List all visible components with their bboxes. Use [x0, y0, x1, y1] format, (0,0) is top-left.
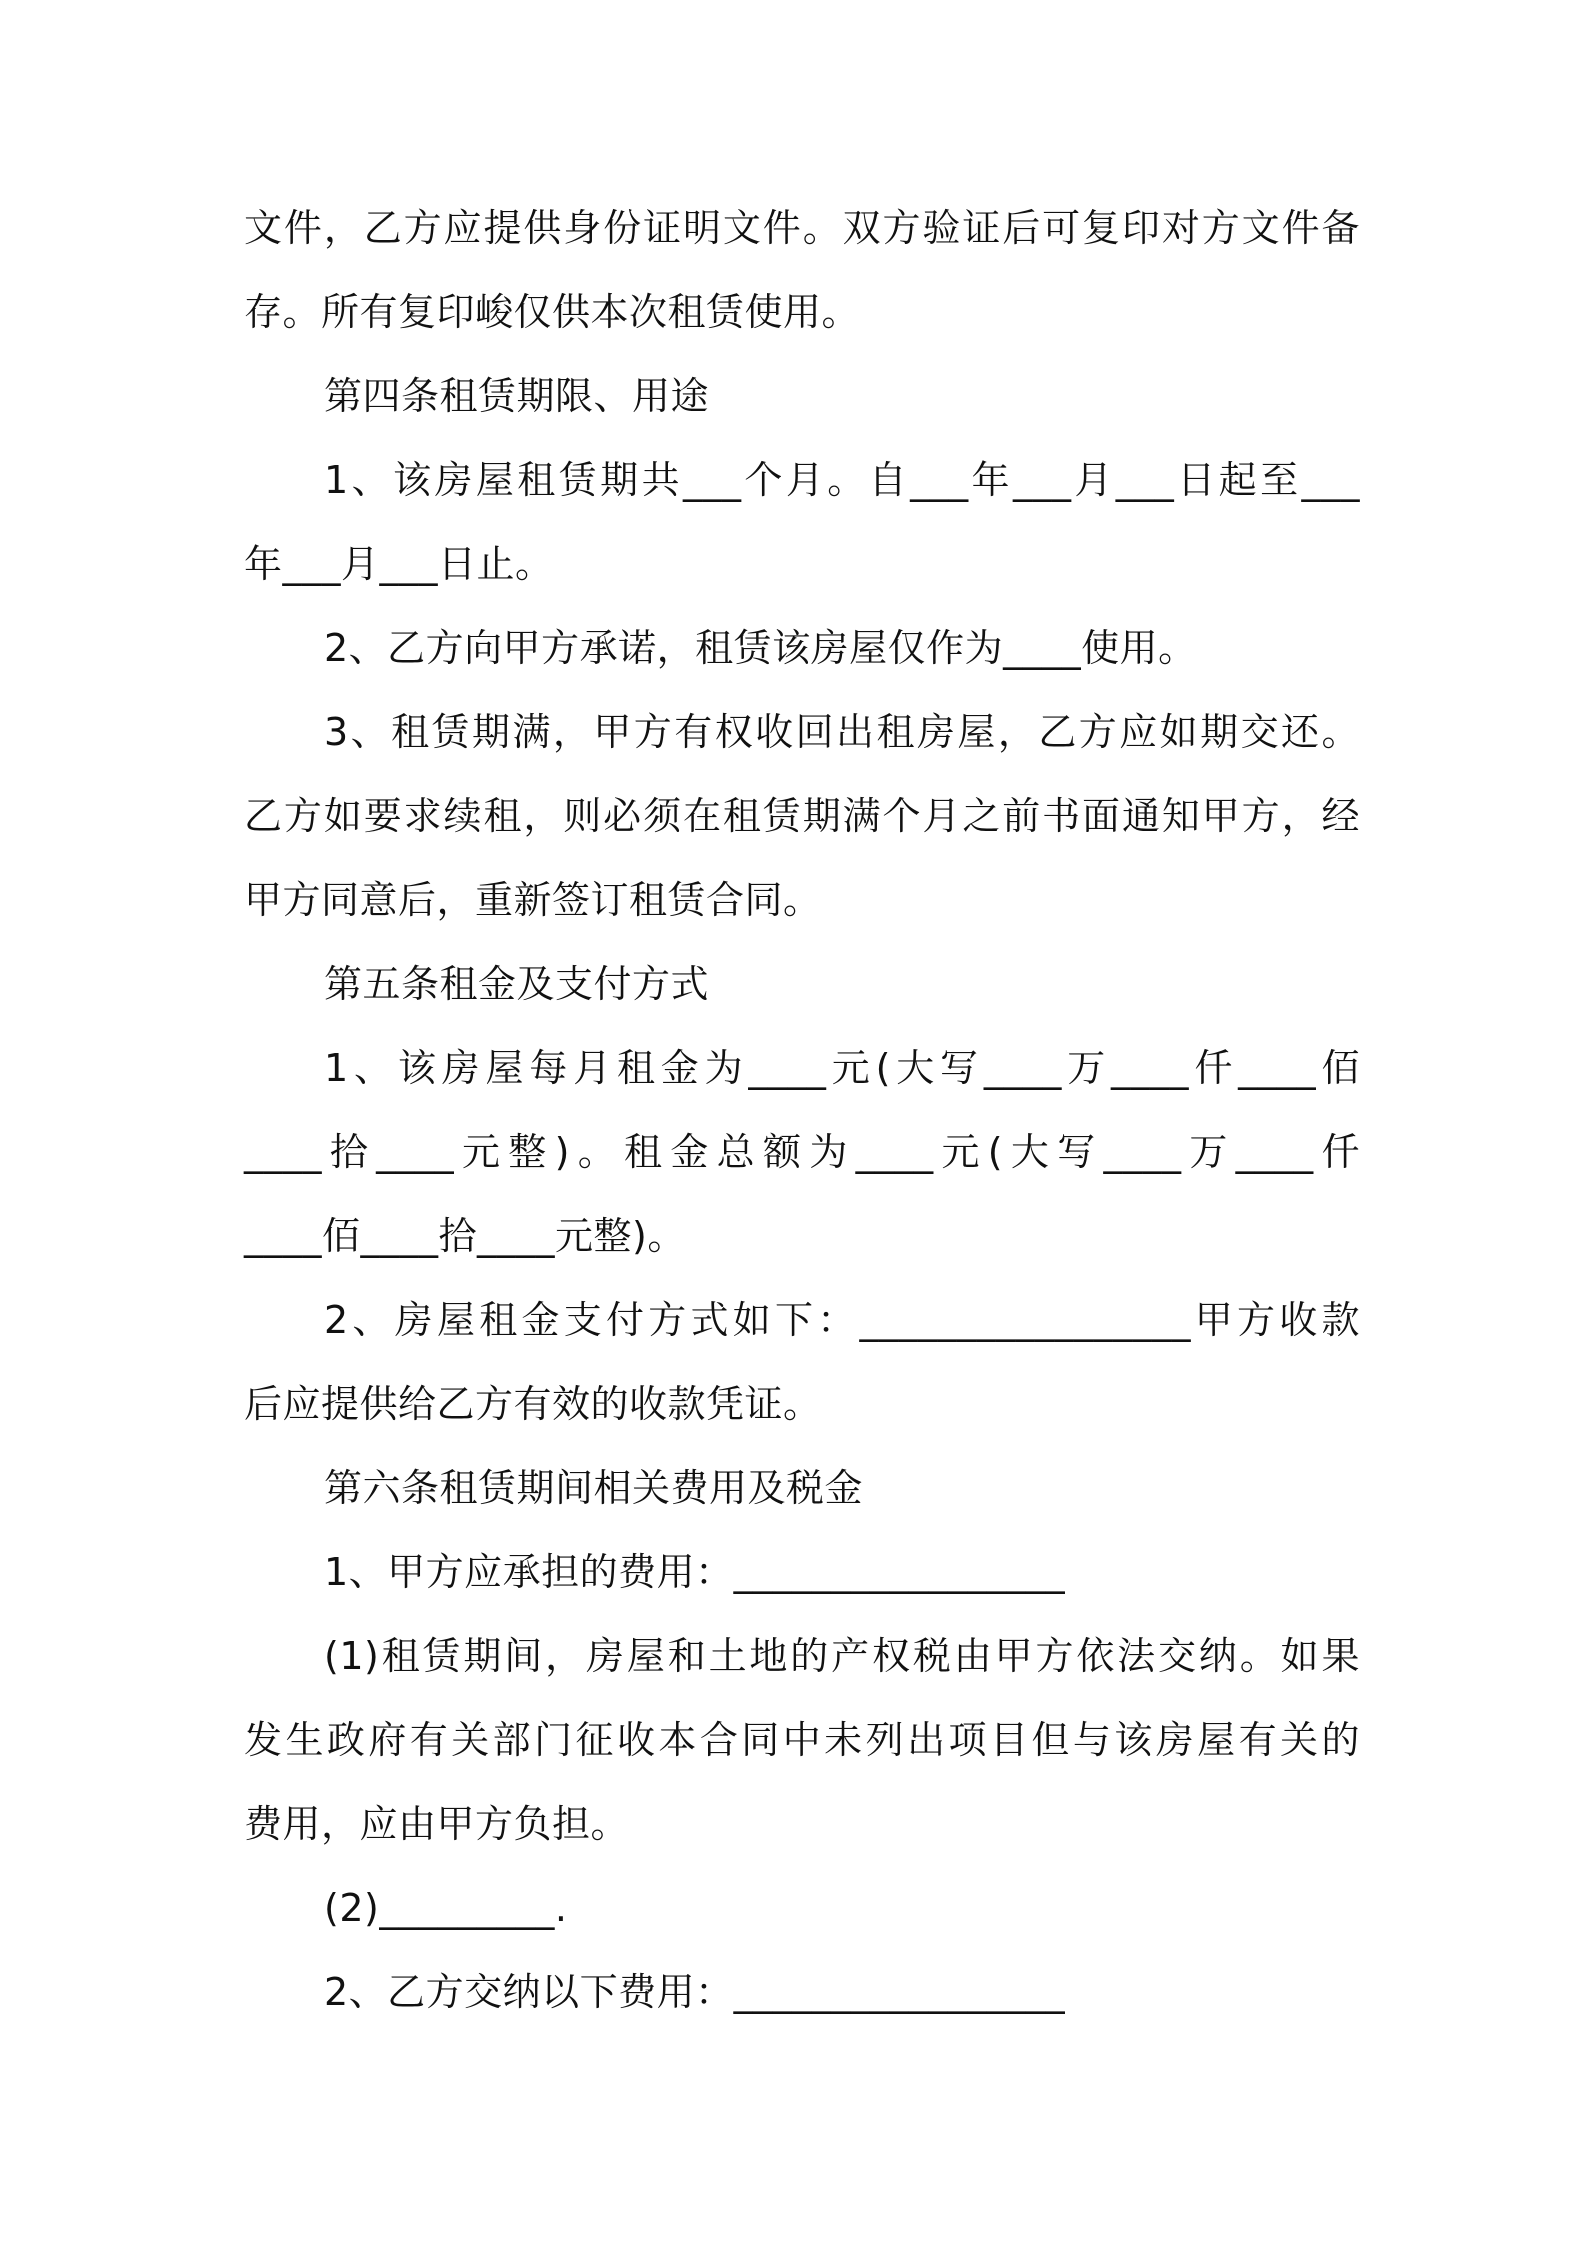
paragraph-line: 1、该房屋租赁期共___个月。自___年___月___日起至___	[324, 458, 1360, 502]
paragraph-line: 文件，乙方应提供身份证明文件。双方验证后可复印对方文件备	[244, 206, 1360, 250]
paragraph-line: 年___月___日止。	[244, 542, 554, 586]
paragraph-line: 2、房屋租金支付方式如下：_________________甲方收款	[324, 1298, 1360, 1342]
paragraph-line: 发生政府有关部门征收本合同中未列出项目但与该房屋有关的	[244, 1718, 1360, 1762]
paragraph-line: 乙方如要求续租，则必须在租赁期满个月之前书面通知甲方，经	[244, 794, 1360, 838]
paragraph-line: (1)租赁期间，房屋和土地的产权税由甲方依法交纳。如果	[324, 1634, 1360, 1678]
paragraph-line: (2)_________.	[324, 1886, 568, 1930]
paragraph-line: ____拾____元整)。租金总额为____元(大写____万____仟	[244, 1130, 1360, 1174]
paragraph-line: 甲方同意后，重新签订租赁合同。	[244, 878, 822, 922]
paragraph-line: 1、该房屋每月租金为____元(大写____万____仟____佰	[324, 1046, 1360, 1090]
paragraph-line: 2、乙方向甲方承诺，租赁该房屋仅作为____使用。	[324, 626, 1197, 670]
paragraph-line: 费用，应由甲方负担。	[244, 1802, 630, 1846]
paragraph-line: 2、乙方交纳以下费用：_________________	[324, 1970, 1066, 2014]
section-heading: 第五条租金及支付方式	[324, 962, 710, 1006]
paragraph-line: 存。所有复印峻仅供本次租赁使用。	[244, 290, 861, 334]
section-heading: 第四条租赁期限、用途	[324, 374, 710, 418]
document-body	[244, 186, 1360, 2034]
paragraph-line: ____佰____拾____元整)。	[244, 1214, 686, 1258]
section-heading: 第六条租赁期间相关费用及税金	[324, 1466, 864, 1510]
paragraph-line: 3、租赁期满，甲方有权收回出租房屋，乙方应如期交还。	[324, 710, 1360, 754]
paragraph-line: 后应提供给乙方有效的收款凭证。	[244, 1382, 822, 1426]
paragraph-line: 1、甲方应承担的费用：_________________	[324, 1550, 1066, 1594]
